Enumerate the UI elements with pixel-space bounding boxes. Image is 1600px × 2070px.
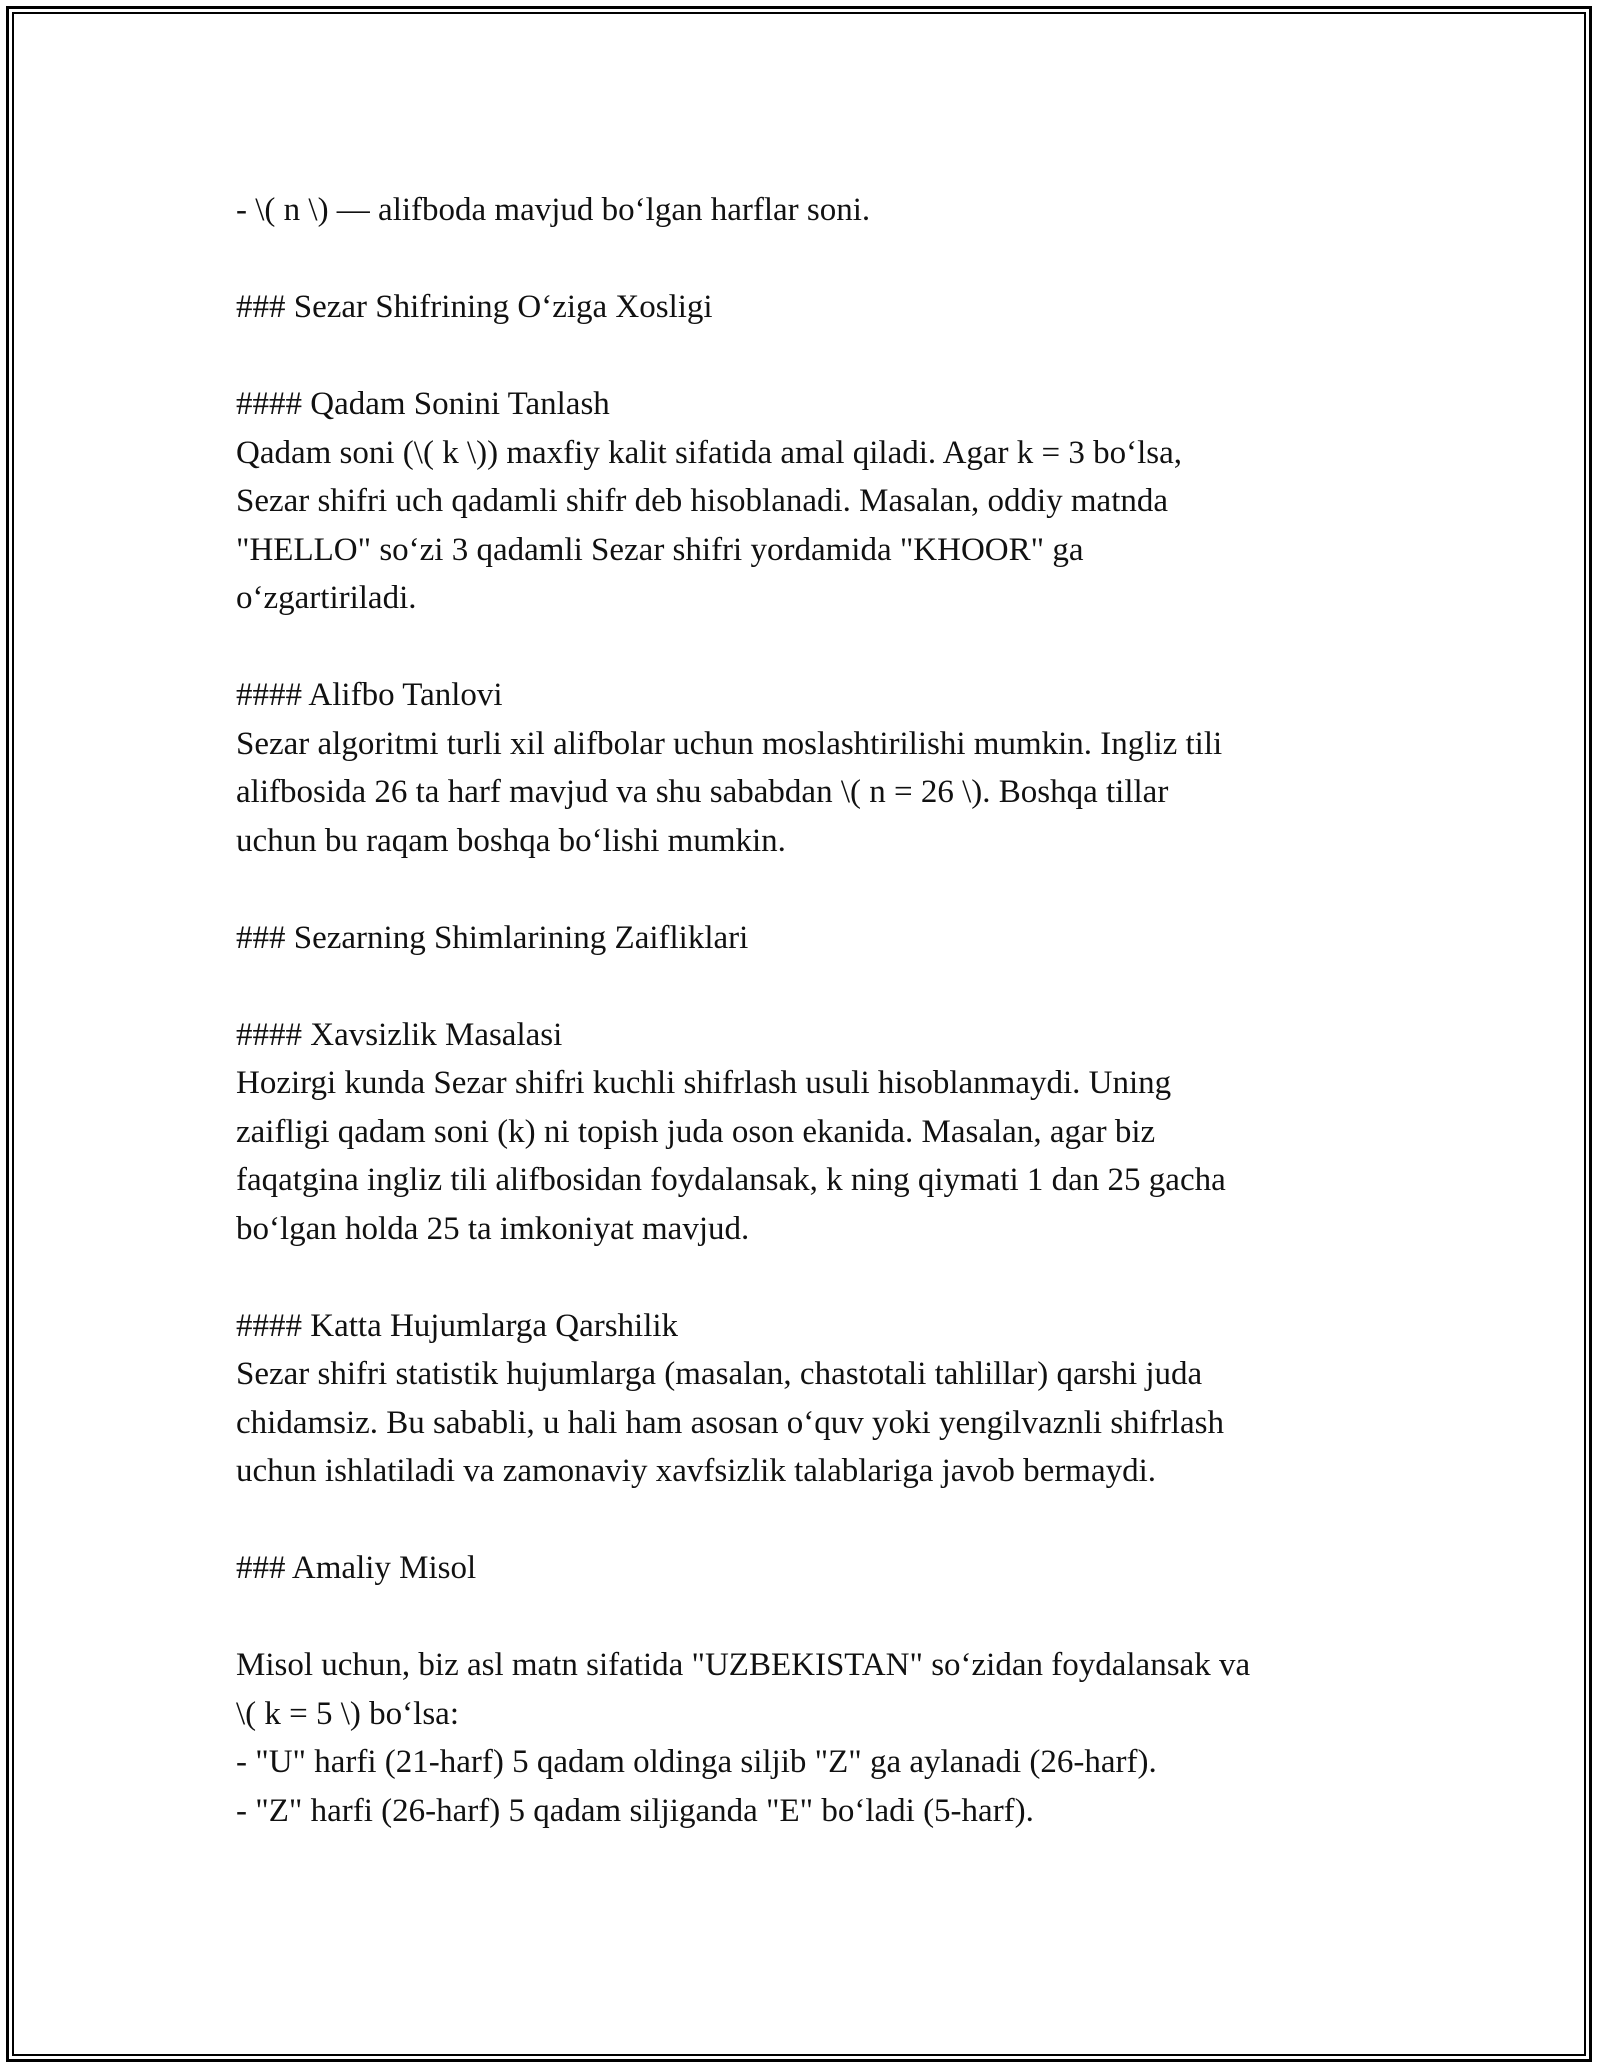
subsection-heading: #### Alifbo Tanlovi [236, 677, 503, 713]
blank-line [236, 332, 1376, 381]
text-line: uchun ishlatiladi va zamonaviy xavfsizlik talablariga javob bermaydi. [236, 1453, 1157, 1489]
text-line: Sezar shifri statistik hujumlarga (masalan, chastotali tahlillar) qarshi juda [236, 1356, 1203, 1392]
text-line: "HELLO" so‘zi 3 qadamli Sezar shifri yordamida "KHOOR" ga [236, 531, 1084, 568]
text-line: Qadam soni (\( k \)) maxfiy kalit sifatida amal qiladi. Agar k = 3 bo‘lsa, [236, 434, 1183, 471]
text-line: zaifligi qadam soni (k) ni topish juda oson ekanida. Masalan, agar biz [236, 1113, 1156, 1150]
text-line: o‘zgartiriladi. [236, 580, 417, 616]
document-body [236, 186, 1376, 1835]
text-line: Misol uchun, biz asl matn sifatida "UZBEKISTAN" so‘zidan foydalansak va [236, 1647, 1251, 1683]
text-line: Sezar algoritmi turli xil alifbolar uchun moslashtirilishi mumkin. Ingliz tili [236, 725, 1223, 762]
section-heading: ### Amaliy Misol [236, 1550, 477, 1586]
blank-line [236, 865, 1376, 914]
text-line: \( k = 5 \) bo‘lsa: [236, 1695, 459, 1732]
text-line: Sezar shifri uch qadamli shifr deb hisoblanadi. Masalan, oddiy matnda [236, 483, 1169, 519]
list-item: - "Z" harfi (26-harf) 5 qadam siljiganda "E" bo‘ladi (5-harf). [236, 1792, 1034, 1829]
blank-line [236, 1253, 1376, 1302]
section-heading: ### Sezar Shifrining O‘ziga Xosligi [236, 289, 713, 325]
blank-line [236, 1593, 1376, 1642]
blank-line [236, 1496, 1376, 1545]
blank-line [236, 962, 1376, 1011]
blank-line [236, 235, 1376, 284]
subsection-heading: #### Xavsizlik Masalasi [236, 1016, 563, 1053]
text-line: faqatgina ingliz tili alifbosidan foydalansak, k ning qiymati 1 dan 25 gacha [236, 1162, 1226, 1198]
list-item: - "U" harfi (21-harf) 5 qadam oldinga siljib "Z" ga aylanadi (26-harf). [236, 1744, 1157, 1780]
blank-line [236, 623, 1376, 672]
section-heading: ### Sezarning Shimlarining Zaifliklari [236, 919, 749, 956]
text-line: chidamsiz. Bu sababli, u hali ham asosan o‘quv yoki yengilvaznli shifrlash [236, 1404, 1224, 1441]
subsection-heading: #### Qadam Sonini Tanlash [236, 386, 610, 422]
text-line: - \( n \) — alifboda mavjud bo‘lgan harflar soni. [236, 192, 871, 228]
text-line: uchun bu raqam boshqa bo‘lishi mumkin. [236, 822, 786, 859]
text-line: bo‘lgan holda 25 ta imkoniyat mavjud. [236, 1210, 750, 1247]
text-line: Hozirgi kunda Sezar shifri kuchli shifrlash usuli hisoblanmaydi. Uning [236, 1065, 1172, 1101]
text-line: alifbosida 26 ta harf mavjud va shu sababdan \( n = 26 \). Boshqa tillar [236, 774, 1169, 810]
subsection-heading: #### Katta Hujumlarga Qarshilik [236, 1307, 679, 1344]
